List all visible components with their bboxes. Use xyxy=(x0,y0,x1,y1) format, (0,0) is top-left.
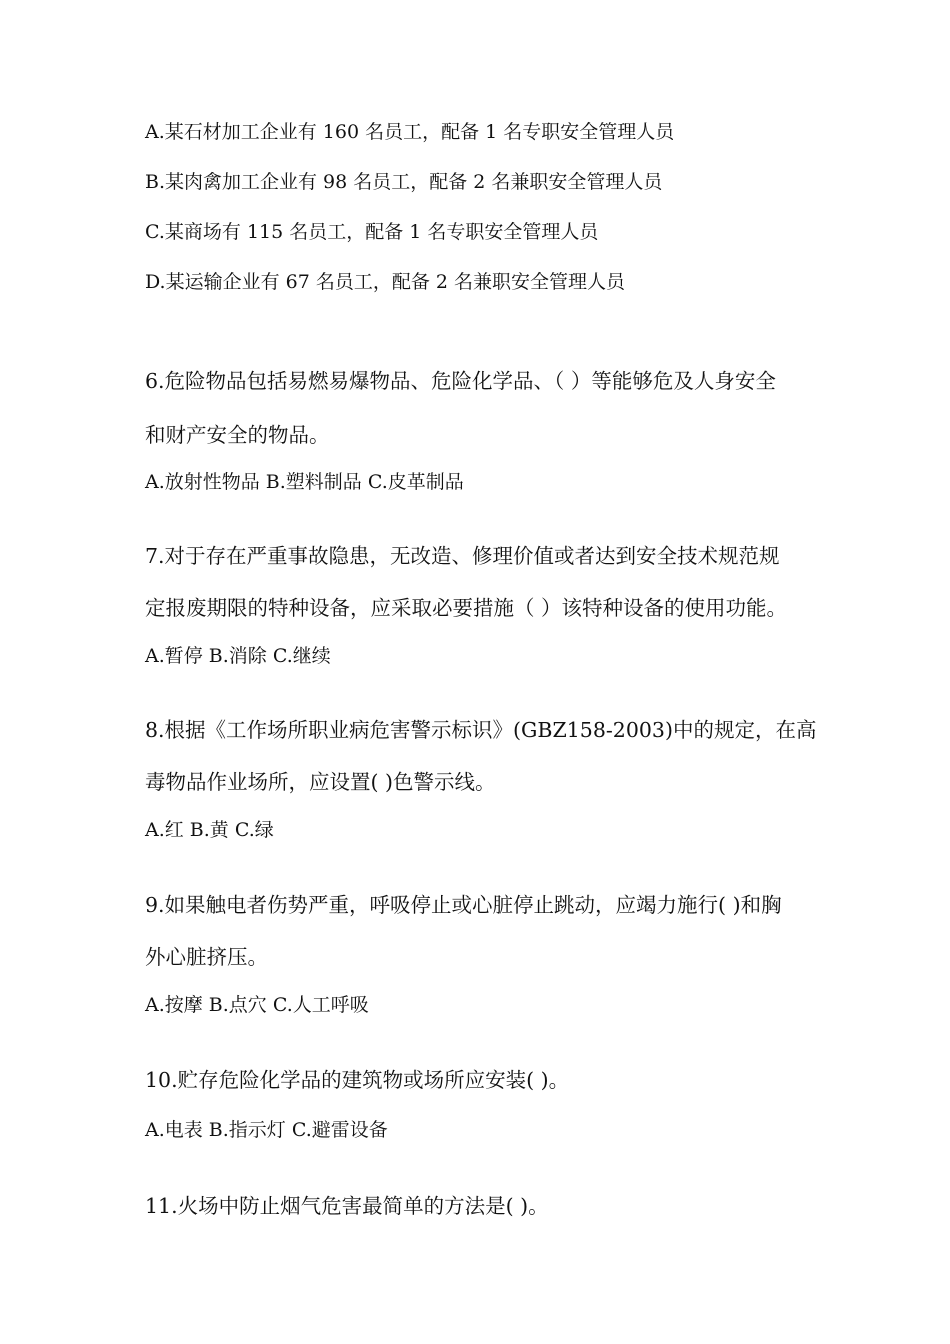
q8-text-line-2: 毒物品作业场所，应设置( )色警示线。 xyxy=(145,770,496,794)
q8-text-line-1: 8.根据《工作场所职业病危害警示标识》(GBZ158-2003)中的规定，在高 xyxy=(145,718,817,742)
q5-option-c: C.某商场有 115 名员工，配备 1 名专职安全管理人员 xyxy=(145,221,599,243)
q8-options: A.红 B.黄 C.绿 xyxy=(145,819,274,841)
q5-option-d: D.某运输企业有 67 名员工，配备 2 名兼职安全管理人员 xyxy=(145,271,626,293)
q7-text-line-2: 定报废期限的特种设备，应采取必要措施（ ）该特种设备的使用功能。 xyxy=(145,596,788,620)
q10-text-line-1: 10.贮存危险化学品的建筑物或场所应安装( )。 xyxy=(145,1068,570,1092)
q7-options: A.暂停 B.消除 C.继续 xyxy=(145,645,331,667)
q11-text-line-1: 11.火场中防止烟气危害最简单的方法是( )。 xyxy=(145,1194,549,1218)
q10-options: A.电表 B.指示灯 C.避雷设备 xyxy=(145,1119,388,1141)
q7-text-line-1: 7.对于存在严重事故隐患，无改造、修理价值或者达到安全技术规范规 xyxy=(145,544,780,568)
q5-option-a: A.某石材加工企业有 160 名员工，配备 1 名专职安全管理人员 xyxy=(145,121,675,143)
q6-options: A.放射性物品 B.塑料制品 C.皮革制品 xyxy=(145,471,464,493)
q6-text-line-1: 6.危险物品包括易燃易爆物品、危险化学品、（ ）等能够危及人身安全 xyxy=(145,369,776,393)
q9-text-line-2: 外心脏挤压。 xyxy=(145,945,268,969)
q9-options: A.按摩 B.点穴 C.人工呼吸 xyxy=(145,994,369,1016)
q6-text-line-2: 和财产安全的物品。 xyxy=(145,423,330,447)
q5-option-b: B.某肉禽加工企业有 98 名员工，配备 2 名兼职安全管理人员 xyxy=(145,171,663,193)
q9-text-line-1: 9.如果触电者伤势严重，呼吸停止或心脏停止跳动，应竭力施行( )和胸 xyxy=(145,893,782,917)
